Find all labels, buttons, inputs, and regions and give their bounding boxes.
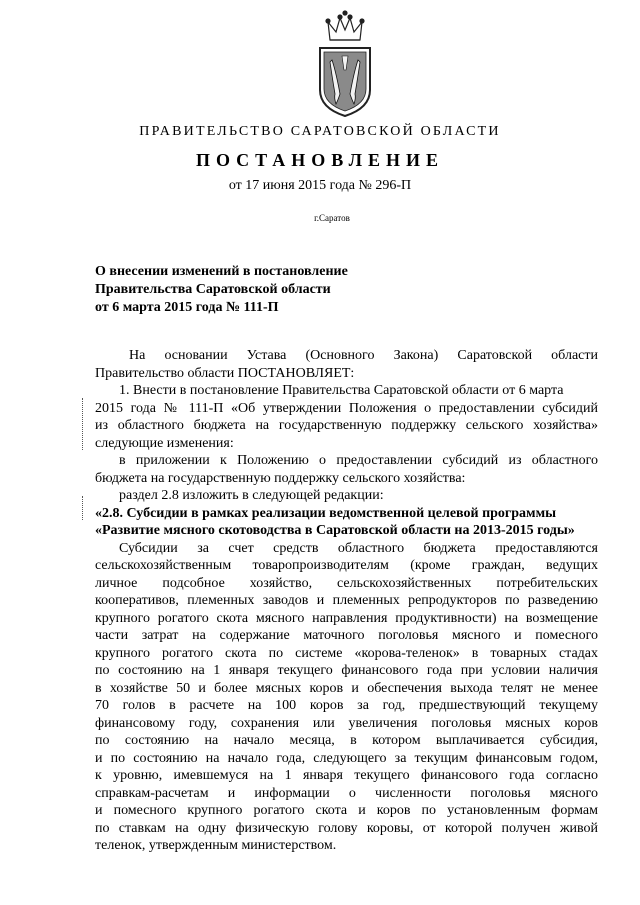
- body-line: крупного рогатого скота по системе «корова-теленок» в товарных стадах: [95, 645, 598, 661]
- body-line: в приложении к Положению о предоставлении субсидий из областного: [119, 453, 598, 468]
- body-line: На основании Устава (Основного Закона) Саратовской области: [129, 348, 598, 363]
- body-line: личное подсобное хозяйство, сельскохозяйственных потребительских: [95, 575, 598, 591]
- body-line-bold: «Развитие мясного скотоводства в Саратовской области на 2013-2015 годы»: [95, 523, 575, 538]
- body-line: справкам-расчетам и информации о численности поголовья мясного: [95, 785, 598, 801]
- body-line: в хозяйстве 50 и более мясных коров и обеспечения выхода телят не менее: [95, 680, 598, 696]
- body-line: сельскохозяйственным товаропроизводителям (кроме граждан, ведущих: [95, 558, 598, 573]
- body-line: части затрат на содержание маточного поголовья мясного и помесного: [95, 628, 598, 643]
- subject-line: Правительства Саратовской области: [95, 282, 331, 297]
- body-line: к уровню, имевшемуся на 1 января текущего финансового года согласно: [95, 768, 598, 783]
- body-line: Правительство области ПОСТАНОВЛЯЕТ:: [95, 365, 355, 381]
- document-subject: [95, 263, 348, 317]
- body-line: раздел 2.8 изложить в следующей редакции:: [119, 488, 384, 503]
- government-name: ПРАВИТЕЛЬСТВО САРАТОВСКОЙ ОБЛАСТИ: [139, 124, 501, 139]
- coat-of-arms-emblem: [310, 10, 380, 118]
- subject-line: от 6 марта 2015 года № 111-П: [95, 300, 279, 315]
- body-line: бюджета на государственную поддержку сельского хозяйства:: [95, 470, 466, 486]
- body-line: по состоянию на 1 января текущего финансового года при условии наличия: [95, 663, 598, 678]
- body-line: финансовому году, сохранения или увеличения поголовья мясных коров: [95, 715, 598, 731]
- body-line-bold: «2.8. Субсидии в рамках реализации ведомственной целевой программы: [95, 505, 557, 521]
- body-line: и помесного крупного рогатого скота и коров по установленным формам: [95, 803, 598, 818]
- body-line: следующие изменения:: [95, 435, 234, 451]
- body-line: 70 голов в расчете на 100 коров за год, предшествующий текущему: [95, 698, 598, 713]
- subject-line: О внесении изменений в постановление: [95, 264, 348, 279]
- city-name: г.Саратов: [314, 213, 350, 223]
- body-line: 1. Внести в постановление Правительства Саратовской области от 6 марта: [119, 383, 564, 398]
- body-line: по состоянию на начало месяца, в котором выплачивается субсидия,: [95, 733, 598, 748]
- body-line: Субсидии за счет средств областного бюджета предоставляются: [119, 540, 598, 556]
- body-line: теленок, утвержденным министерством.: [95, 838, 337, 853]
- document-body: [95, 347, 598, 855]
- margin-dotted-mark: [82, 496, 87, 520]
- document-type-title: ПОСТАНОВЛЕНИЕ: [195, 150, 445, 170]
- body-line: из областного бюджета на государственную поддержку сельского хозяйства»: [95, 418, 598, 433]
- body-line: крупного рогатого скота мясного направления продуктивности) на возмещение: [95, 610, 598, 626]
- body-line: 2015 года № 111-П «Об утверждении Положения о предоставлении субсидий: [95, 400, 598, 416]
- body-line: по ставкам на одну физическую голову коровы, от которой получен живой: [95, 820, 598, 836]
- body-line: кооперативов, племенных заводов и племенных репродукторов по разведению: [95, 593, 598, 608]
- document-date-number: от 17 июня 2015 года № 296-П: [228, 178, 412, 193]
- body-line: и по состоянию на начало года, следующего за текущим финансовым годом,: [95, 750, 598, 766]
- margin-dotted-mark: [82, 398, 87, 450]
